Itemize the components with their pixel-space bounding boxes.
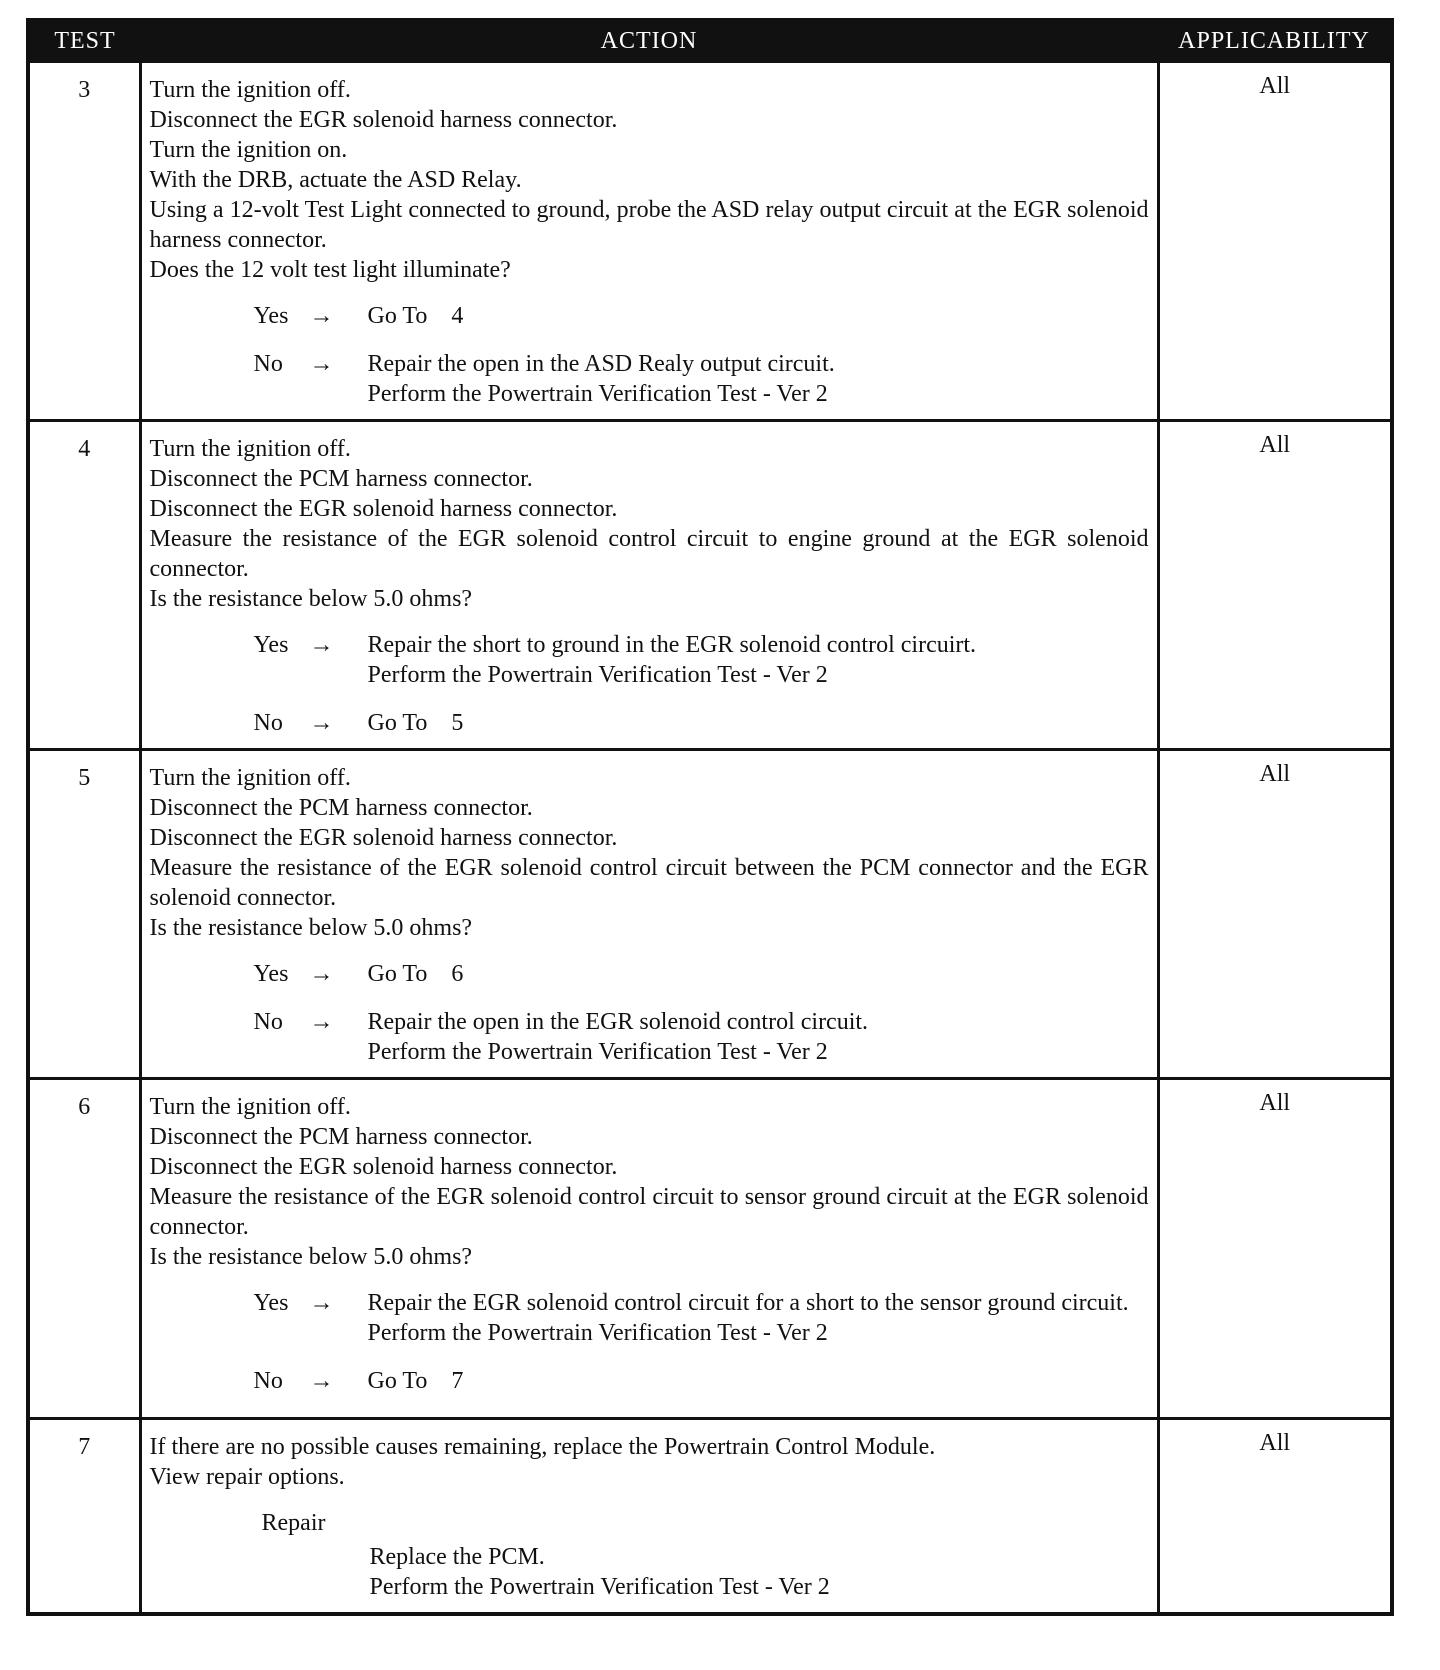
action-step: Disconnect the EGR solenoid harness connector.	[149, 496, 618, 522]
no-result	[150, 708, 1149, 738]
action-step: Turn the ignition off.	[149, 77, 351, 103]
repair-label: Repair	[261, 1510, 326, 1536]
no-label: No	[253, 1368, 283, 1394]
action-step: With the DRB, actuate the ASD Relay.	[149, 167, 522, 193]
action-question: Is the resistance below 5.0 ohms?	[149, 1244, 473, 1270]
no-result	[150, 349, 1149, 409]
action-step: Disconnect the PCM harness connector.	[149, 795, 533, 821]
table-header-row	[28, 20, 1392, 62]
action-step: Disconnect the EGR solenoid harness connector.	[149, 1154, 618, 1180]
action-step: Turn the ignition off.	[149, 765, 351, 791]
action-cell	[140, 421, 1158, 750]
no-action: Repair the open in the ASD Realy output circuit. Perform the Powertrain Verification Test - Ver 2	[367, 351, 835, 407]
table-row	[28, 62, 1392, 421]
applicability-cell: All	[1158, 1079, 1392, 1419]
repair-options	[150, 1508, 1149, 1602]
no-action: Go To 5	[367, 710, 464, 736]
applicability-cell: All	[1158, 421, 1392, 750]
action-question: Does the 12 volt test light illuminate?	[149, 257, 511, 283]
arrow-right-icon: →	[309, 351, 334, 377]
yes-result	[150, 959, 1149, 989]
action-step: Disconnect the EGR solenoid harness connector.	[149, 107, 618, 133]
action-step: Disconnect the PCM harness connector.	[149, 466, 533, 492]
yes-label: Yes	[253, 1290, 289, 1316]
table-row	[28, 1419, 1392, 1615]
action-question: Is the resistance below 5.0 ohms?	[149, 915, 473, 941]
result-options	[150, 630, 1149, 738]
applicability-cell: All	[1158, 62, 1392, 421]
arrow-right-icon: →	[309, 1290, 334, 1316]
action-step: Disconnect the PCM harness connector.	[149, 1124, 533, 1150]
yes-result	[150, 630, 1149, 690]
yes-action: Go To 6	[367, 961, 464, 987]
test-number: 5	[28, 750, 140, 1079]
yes-action: Repair the short to ground in the EGR solenoid control circuirt. Perform the Powertrain Verification Test - Ver 2	[367, 632, 977, 688]
no-label: No	[253, 1009, 283, 1035]
arrow-right-icon: →	[309, 1009, 334, 1035]
repair-action: Replace the PCM. Perform the Powertrain Verification Test - Ver 2	[369, 1544, 830, 1600]
no-result	[150, 1007, 1149, 1067]
header-action: ACTION	[140, 20, 1158, 62]
test-number: 7	[28, 1419, 140, 1615]
applicability-cell: All	[1158, 1419, 1392, 1615]
arrow-right-icon: →	[309, 961, 334, 987]
test-number: 3	[28, 62, 140, 421]
header-applicability: APPLICABILITY	[1158, 20, 1392, 62]
yes-label: Yes	[253, 961, 289, 987]
test-number: 4	[28, 421, 140, 750]
action-step: Turn the ignition off.	[149, 436, 351, 462]
arrow-right-icon: →	[309, 1368, 334, 1394]
no-label: No	[253, 351, 283, 377]
no-action: Repair the open in the EGR solenoid control circuit. Perform the Powertrain Verification Test - Ver 2	[367, 1009, 869, 1065]
table-row	[28, 421, 1392, 750]
no-label: No	[253, 710, 283, 736]
table-row	[28, 1079, 1392, 1419]
no-action: Go To 7	[367, 1368, 464, 1394]
action-cell	[140, 750, 1158, 1079]
action-step: View repair options.	[149, 1464, 345, 1490]
diagnostic-test-table-page	[26, 18, 1390, 1616]
test-number: 6	[28, 1079, 140, 1419]
yes-action: Repair the EGR solenoid control circuit for a short to the sensor ground circuit. Perform the Powertrain Verification Test - Ver 2	[367, 1290, 1129, 1346]
action-cell	[140, 62, 1158, 421]
result-options	[150, 301, 1149, 409]
yes-result	[150, 1288, 1149, 1348]
action-step: Disconnect the EGR solenoid harness connector.	[149, 825, 618, 851]
action-step: Measure the resistance of the EGR solenoid control circuit to sensor ground circuit at the EGR solenoid connector.	[149, 1184, 1149, 1240]
result-options	[150, 1288, 1149, 1396]
action-step: Turn the ignition on.	[149, 137, 348, 163]
applicability-cell: All	[1158, 750, 1392, 1079]
action-cell	[140, 1419, 1158, 1615]
yes-label: Yes	[253, 632, 289, 658]
diagnostic-test-table	[26, 18, 1394, 1616]
arrow-right-icon: →	[309, 303, 334, 329]
arrow-right-icon: →	[309, 710, 334, 736]
action-step: Using a 12-volt Test Light connected to ground, probe the ASD relay output circuit at the EGR solenoid harness connector.	[149, 197, 1149, 253]
yes-result	[150, 301, 1149, 331]
no-result	[150, 1366, 1149, 1396]
action-cell	[140, 1079, 1158, 1419]
yes-label: Yes	[253, 303, 289, 329]
result-options	[150, 959, 1149, 1067]
action-step: Measure the resistance of the EGR solenoid control circuit between the PCM connector and the EGR solenoid connector.	[149, 855, 1149, 911]
action-step: If there are no possible causes remaining, replace the Powertrain Control Module.	[149, 1434, 936, 1460]
yes-action: Go To 4	[367, 303, 464, 329]
action-step: Turn the ignition off.	[149, 1094, 351, 1120]
header-test: TEST	[28, 20, 140, 62]
action-step: Measure the resistance of the EGR solenoid control circuit to engine ground at the EGR solenoid connector.	[149, 526, 1149, 582]
table-row	[28, 750, 1392, 1079]
action-question: Is the resistance below 5.0 ohms?	[149, 586, 473, 612]
arrow-right-icon: →	[309, 632, 334, 658]
